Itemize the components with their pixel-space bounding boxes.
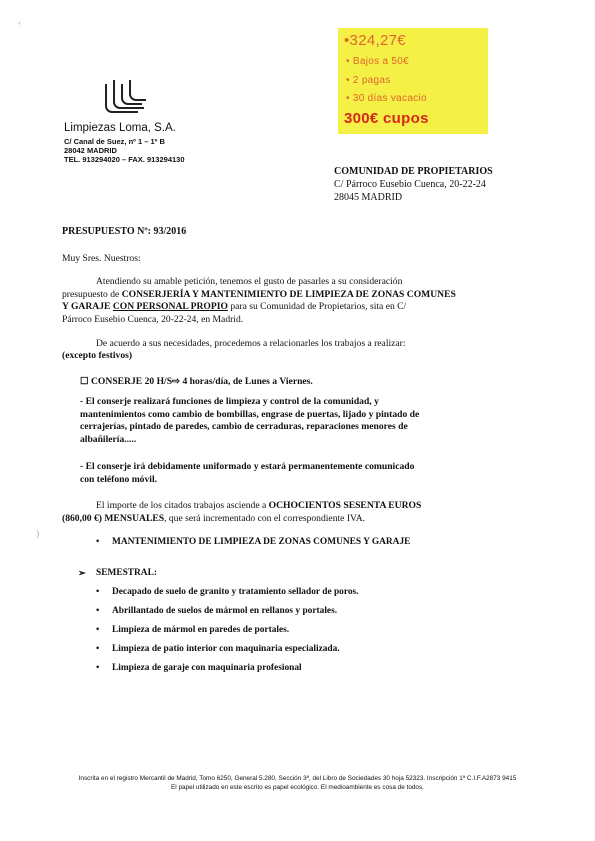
margin-mark: )	[36, 530, 40, 540]
conserje-heading: ☐ CONSERJE 20 H/S⇨ 4 horas/día, de Lunes a Viernes.	[80, 376, 313, 387]
recipient-street: C/ Párroco Eusebio Cuenca, 20-22-24	[334, 179, 486, 190]
recipient-block	[334, 165, 493, 204]
bullet-icon: •	[96, 663, 100, 673]
needs-line: De acuerdo a sus necesidades, procedemos a relacionarles los trabajos a realizar:	[96, 338, 406, 349]
handwritten-line: • 30 días vacacio	[346, 93, 427, 104]
maintenance-title: MANTENIMIENTO DE LIMPIEZA DE ZONAS COMUNES Y GARAJE	[112, 537, 411, 547]
amount-line	[62, 500, 532, 513]
uniform-line: con teléfono móvil.	[80, 473, 158, 485]
semestral-title: SEMESTRAL:	[96, 568, 157, 578]
bullet-icon: •	[96, 625, 100, 635]
task-text: Limpieza de patio interior con maquinaria especializada.	[112, 644, 340, 654]
list-item	[96, 625, 290, 635]
task-text: Limpieza de mármol en paredes de portales.	[112, 625, 290, 635]
amount-paragraph	[62, 500, 532, 525]
except-holidays: (excepto festivos)	[62, 350, 133, 361]
handwritten-line: • 2 pagas	[346, 75, 391, 86]
list-item	[96, 644, 340, 654]
handwritten-line: •324,27€	[344, 32, 406, 49]
intro-text: para su Comunidad de Propietarios, sita en C/	[227, 301, 407, 313]
company-address	[64, 137, 185, 164]
intro-text: presupuesto de	[62, 288, 122, 300]
service-name: CONSERJERÍA Y MANTENIMIENTO DE LIMPIEZA DE ZONAS COMUNES	[121, 288, 456, 300]
greeting: Muy Sres. Nuestros:	[62, 253, 141, 264]
handwritten-line: • Bajos a 50€	[346, 56, 409, 67]
intro-line	[62, 289, 532, 302]
company-name: Limpiezas Loma, S.A.	[64, 122, 176, 134]
footer-eco-note: El papel utilizado en este escrito es papel ecológico. El medioambiente es cosa de todos.	[171, 784, 424, 791]
list-item	[96, 587, 359, 597]
maintenance-heading	[96, 537, 411, 547]
intro-paragraph	[62, 276, 532, 326]
own-staff-note: CON PERSONAL PROPIO	[112, 301, 228, 313]
sticky-note	[338, 28, 488, 134]
intro-line	[62, 301, 532, 314]
duties-line: mantenimientos como cambio de bombillas, engrase de puertas, lijado y pintado de	[80, 408, 420, 420]
quote-number: PRESUPUESTO Nº: 93/2016	[62, 226, 187, 237]
address-line: C/ Canal de Suez, nº 1 – 1º B	[64, 137, 165, 146]
company-logo-icon	[100, 78, 148, 118]
recipient-city: 28045 MADRID	[334, 192, 403, 203]
amount-text: , que será incrementado con el correspondiente IVA.	[164, 512, 366, 524]
intro-line: Atendiendo su amable petición, tenemos el gusto de pasarles a su consideración	[96, 276, 403, 287]
duties-line: albañilería.....	[80, 433, 137, 445]
bullet-icon: •	[96, 644, 100, 654]
task-text: Decapado de suelo de granito y tratamiento sellador de poros.	[112, 587, 359, 597]
uniform-line: - El conserje irá debidamente uniformado y estará permanentemente comunicado	[80, 461, 415, 472]
conserje-uniform	[80, 461, 532, 486]
service-name: Y GARAJE	[62, 301, 113, 313]
phone-line: TEL. 913294020 – FAX. 913294130	[64, 155, 185, 164]
bullet-icon: •	[96, 537, 100, 547]
task-text: Limpieza de garaje con maquinaria profesional	[112, 663, 302, 673]
handwritten-line: 300€ cupos	[344, 110, 429, 127]
list-item	[96, 663, 302, 673]
bullet-icon: •	[96, 606, 100, 616]
amount-text: El importe de los citados trabajos asciende a	[96, 500, 269, 511]
amount-figure: (860,00 €) MENSUALES	[62, 512, 165, 524]
address-line: 28042 MADRID	[64, 146, 117, 155]
list-item	[96, 606, 338, 616]
semestral-heading	[78, 568, 157, 579]
scan-mark: '	[18, 22, 21, 32]
recipient-name: COMUNIDAD DE PROPIETARIOS	[334, 166, 493, 177]
duties-line: cerrajerías, pintado de paredes, cambio de cerraduras, reparaciones menores de	[80, 421, 408, 433]
bullet-icon: •	[96, 587, 100, 597]
amount-words: OCHOCIENTOS SESENTA EUROS	[268, 500, 422, 511]
footer	[0, 774, 595, 792]
duties-line: - El conserje realizará funciones de limpieza y control de la comunidad, y	[80, 396, 379, 407]
arrow-icon: ➢	[78, 569, 86, 579]
intro-line: Párroco Eusebio Cuenca, 20-22-24, en Madrid.	[62, 313, 244, 325]
amount-line	[62, 513, 532, 526]
footer-registry: Inscrita en el registro Mercantil de Madrid, Tomo 6250, General 5.280, Sección 3ª, del Libro de Sociedades 30 hoja 52323. Inscripción 1ª C.I.F.A2873 9415	[78, 775, 517, 782]
conserje-duties	[80, 396, 532, 446]
task-text: Abrillantado de suelos de mármol en rellanos y portales.	[112, 606, 338, 616]
